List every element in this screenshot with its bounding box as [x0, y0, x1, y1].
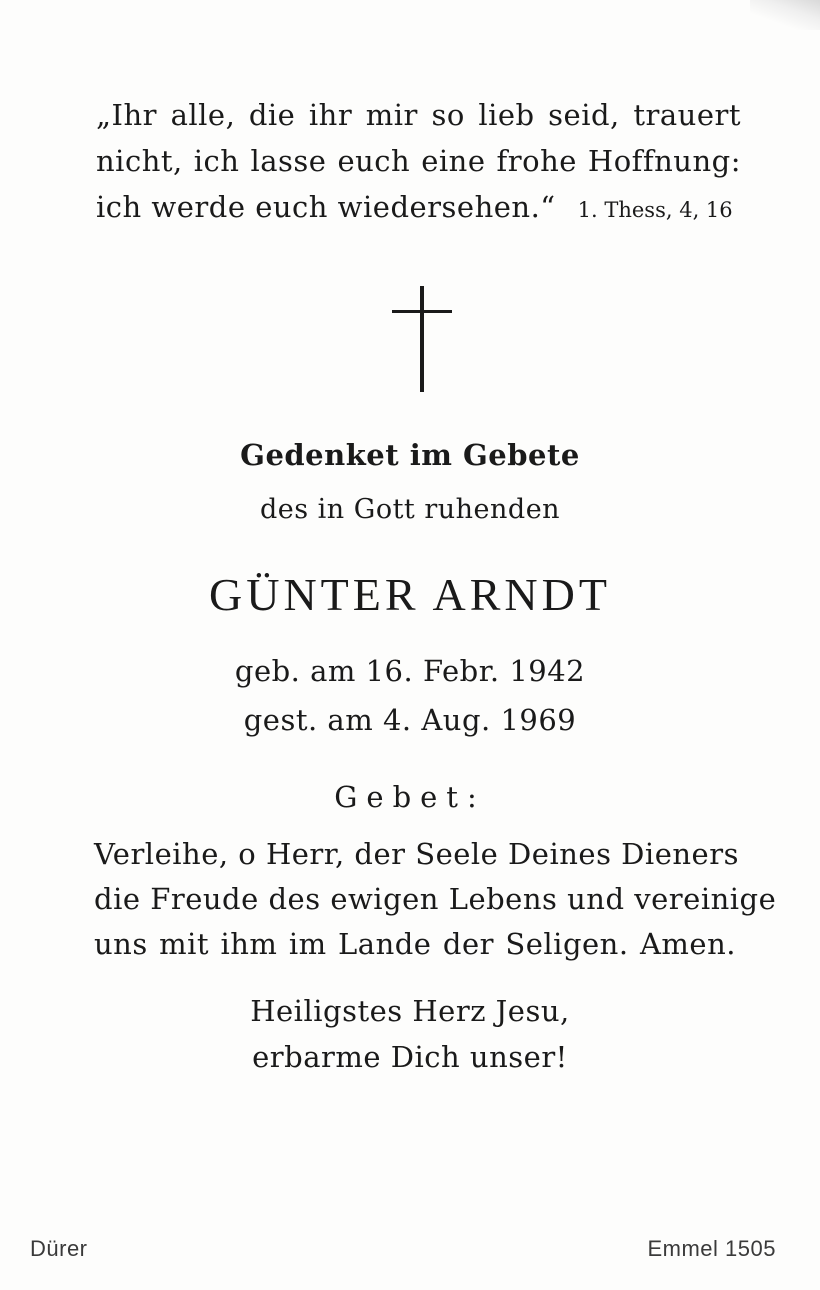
worn-corner	[750, 0, 820, 30]
heading: Gedenket im Gebete	[240, 438, 580, 472]
closing-line: Heiligstes Herz Jesu,	[250, 994, 570, 1028]
verse-reference: 1. Thess, 4, 16	[577, 198, 733, 222]
birth-date: geb. am 16. Febr. 1942	[234, 654, 586, 688]
prayer-line: uns mit ihm im Lande der Seligen. Amen.	[94, 927, 736, 961]
prayer-line: die Freude des ewigen Lebens und vereinige	[94, 882, 777, 916]
verse-line	[96, 184, 741, 233]
print-number: Emmel 1505	[647, 1236, 776, 1261]
publisher-name: Dürer	[30, 1236, 88, 1261]
prayer-title: Gebet:	[334, 780, 486, 814]
bible-verse	[96, 92, 741, 233]
subheading: des in Gott ruhenden	[259, 494, 561, 525]
closing-invocation	[0, 988, 820, 1080]
prayer-line: Verleihe, o Herr, der Seele Deines Dieners	[94, 837, 739, 871]
prayer-text	[94, 832, 777, 967]
verse-line: „Ihr alle, die ihr mir so lieb seid, trauert	[96, 98, 741, 132]
deceased-name: GÜNTER ARNDT	[209, 569, 611, 620]
verse-line-text: ich werde euch wiedersehen.“	[96, 190, 556, 224]
death-date: gest. am 4. Aug. 1969	[243, 703, 577, 737]
verse-line: nicht, ich lasse euch eine frohe Hoffnung:	[96, 144, 741, 178]
closing-line: erbarme Dich unser!	[252, 1040, 568, 1074]
cross-icon	[392, 286, 452, 392]
